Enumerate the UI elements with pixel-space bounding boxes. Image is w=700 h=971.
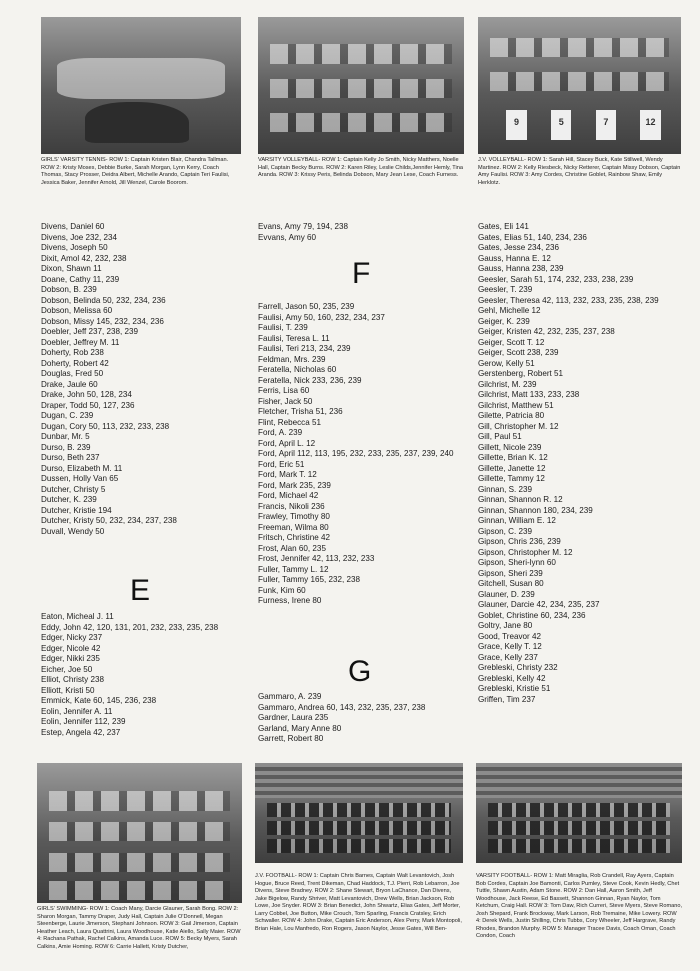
index-entry: Dunbar, Mr. 5: [41, 432, 90, 441]
index-entry: Gauss, Hanna E. 12: [478, 253, 551, 263]
varsity-volleyball-photo: [258, 17, 464, 154]
index-entry: Grebleski, Christy 232: [478, 663, 558, 672]
index-entry: Farrell, Jason 50, 235, 239: [258, 302, 355, 311]
jersey-number: 7: [596, 110, 616, 140]
index-entry: Gates, Jesse 234, 236: [478, 243, 559, 252]
index-entry: Gammaro, A. 239: [258, 692, 322, 701]
index-entry: Ferris, Lisa 60: [258, 386, 310, 395]
index-entry: Dutcher, K. 239: [41, 495, 97, 504]
index-entry: Geesler, Sarah 51, 174, 232, 233, 238, 239: [478, 274, 634, 284]
index-entry: Dutcher, Kristy 50, 232, 234, 237, 238: [41, 516, 177, 525]
index-entry: Gillette, Brian K. 12: [478, 453, 548, 462]
index-entry: Gill, Christopher M. 12: [478, 421, 559, 431]
index-entry: Duvall, Wendy 50: [41, 526, 105, 536]
index-column-2-g: [258, 692, 468, 745]
index-entry: Doane, Cathy 11, 239: [41, 274, 120, 284]
index-column-2-f: [258, 302, 458, 607]
index-entry: Dobson, B. 239: [41, 285, 97, 294]
index-entry: Flint, Rebecca 51: [258, 417, 321, 427]
index-entry: Douglas, Fred 50: [41, 369, 104, 378]
index-entry: Divens, Joe 232, 234: [41, 232, 118, 242]
index-entry: Dobson, Belinda 50, 232, 234, 236: [41, 295, 166, 305]
index-column-2: [258, 222, 468, 243]
index-entry: Gilchrist, Matt 133, 233, 238: [478, 390, 580, 399]
index-entry: Gilchrist, M. 239: [478, 379, 537, 389]
index-entry: Ford, Mark T. 12: [258, 470, 317, 479]
index-entry: Freeman, Wilma 80: [258, 522, 329, 532]
index-entry: Eolin, Jennifer 112, 239: [41, 717, 126, 726]
index-entry: Ginnan, William E. 12: [478, 516, 556, 525]
index-entry: Doebler, Jeffrey M. 11: [41, 337, 120, 347]
index-entry: Grebleski, Kelly 42: [478, 673, 546, 683]
tennis-caption: GIRLS' VARSITY TENNIS- ROW 1: Captain Kristen Blair, Chandra Tallman. ROW 2: Kristy Moses, Debbie Burke, Sarah Morgan, Lynn Kerry, Coach Thomas, Stacy Prosser, Deidra Albert, Michelle Arando, Captain Teri Faulisi, Jessica Baker, Jennifer Arnold, Jill Wenzel, Carole Boorom.: [41, 157, 230, 186]
index-entry: Geiger, K. 239: [478, 316, 530, 326]
index-entry: Geesler, T. 239: [478, 285, 533, 294]
index-entry: Durso, Beth 237: [41, 453, 100, 462]
swimming-team-photo: [37, 763, 242, 903]
index-entry: Divens, Joseph 50: [41, 243, 108, 252]
index-entry: Frost, Jennifer 42, 113, 232, 233: [258, 554, 375, 563]
jersey-number: 5: [551, 110, 571, 140]
index-entry: Feldman, Mrs. 239: [258, 354, 326, 364]
index-entry: Gehl, Michelle 12: [478, 306, 541, 315]
index-entry: Frost, Alan 60, 235: [258, 543, 326, 553]
index-entry: Estep, Angela 42, 237: [41, 727, 121, 737]
index-entry: Gillette, Janette 12: [478, 463, 546, 473]
index-entry: Eicher, Joe 50: [41, 664, 93, 674]
index-column-1-e: [41, 612, 251, 738]
index-entry: Gipson, Sheri 239: [478, 568, 543, 578]
index-entry: Feratella, Nicholas 60: [258, 365, 337, 374]
index-entry: Ginnan, Shannon 180, 234, 239: [478, 505, 593, 515]
index-entry: Francis, Nikoli 236: [258, 501, 325, 511]
index-entry: Gitchell, Susan 80: [478, 579, 544, 588]
index-entry: Edger, Nikki 235: [41, 654, 100, 663]
index-entry: Dugan, Cory 50, 113, 232, 233, 238: [41, 421, 170, 431]
swimming-caption: GIRLS' SWIMMING- ROW 1: Coach Many, Darcie Glauner, Sarah Bong. ROW 2: Sharon Morgan, Tammy Draper, Judy Hall, Captain Julie O'Donnell, Megan Steenberge, Laurie Jimerson, Stephani Johnson. ROW 3: Gail Jimerson, Captain Heather Leach, Laura Quattrini, Laura Woodhouse, Katie Aiello, Sally Maier. ROW 4: Rachana Pathak, Rachel Calkins, Amanda Luce. ROW 5: Becky Myers, Sarah Calkins, Amie Homing. ROW 6: Carrie Hallett, Kristy Dutcher,: [37, 906, 241, 950]
index-entry: Garrett, Robert 80: [258, 734, 324, 743]
index-entry: Gilchrist, Matthew 51: [478, 400, 554, 410]
index-entry: Dixit, Amol 42, 232, 238: [41, 253, 127, 263]
index-entry: Furness, Irene 80: [258, 596, 322, 605]
index-entry: Fletcher, Trisha 51, 236: [258, 407, 343, 416]
index-entry: Edger, Nicole 42: [41, 643, 101, 653]
index-entry: Fuller, Tammy L. 12: [258, 564, 329, 574]
index-column-1: [41, 222, 251, 537]
section-letter-f: F: [352, 257, 371, 290]
index-entry: Geiger, Scott 238, 239: [478, 348, 559, 357]
index-entry: Dutcher, Kristie 194: [41, 505, 112, 515]
index-entry: Funk, Kim 60: [258, 585, 306, 595]
index-entry: Ford, Mark 235, 239: [258, 480, 331, 490]
index-entry: Fisher, Jack 50: [258, 396, 313, 406]
index-entry: Gauss, Hanna 238, 239: [478, 264, 564, 273]
index-entry: Goltry, Jane 80: [478, 621, 533, 630]
index-entry: Ginnan, Shannon R. 12: [478, 495, 563, 504]
index-entry: Eddy, John 42, 120, 131, 201, 232, 233, 235, 238: [41, 622, 219, 632]
index-entry: Eolin, Jennifer A. 11: [41, 706, 113, 716]
index-entry: Faulisi, Amy 50, 160, 232, 234, 237: [258, 312, 385, 322]
index-entry: Glauner, Darcie 42, 234, 235, 237: [478, 600, 600, 609]
index-entry: Gilette, Patricia 80: [478, 411, 545, 420]
index-entry: Griffen, Tim 237: [478, 694, 536, 704]
index-entry: Fuller, Tammy 165, 232, 238: [258, 575, 360, 584]
jv-volleyball-caption: J.V. VOLLEYBALL- ROW 1: Sarah Hill, Stacey Buck, Kate Stillwell, Wendy Martinez. ROW 2: Kelly Riesbeck, Nicky Retterer, Captain Missy Dobson, Captain Amy Faulisi. ROW 3: Amy Cordes, Christine Goblet, Rainbow Shaw, Emily Herklotz.: [478, 157, 681, 186]
index-entry: Gammaro, Andrea 60, 143, 232, 235, 237, 238: [258, 702, 426, 712]
varsity-volleyball-caption: VARSITY VOLLEYBALL- ROW 1: Captain Kelly Jo Smith, Nicky Matthers, Noelle Hall, Captain Becky Burns. ROW 2: Karen Riley, Leslie Childs,Jennifer Hemly, Tina Aranda. ROW 3: Krissy Peris, Belinda Dobson, Mary Jean Lese, Coach Furness.: [258, 157, 463, 179]
index-entry: Fritsch, Christine 42: [258, 533, 330, 542]
index-entry: Geiger, Kristen 42, 232, 235, 237, 238: [478, 327, 615, 336]
index-entry: Gates, Elias 51, 140, 234, 236: [478, 232, 587, 242]
varsity-football-caption: VARSITY FOOTBALL- ROW 1: Matt Miraglia, Rob Crandell, Ray Ayers, Captain Bob Cordes, Captain Joe Bamonti, Carlos Pumley, Steve Cook, Kevin Hedly, Chet Tuttle, Shawn Austin, Adam Stone. ROW 2: Dan Hall, Aaron Smith, Jeff Woodhouse, Jack Reese, Ed Bassett, Shannon Ginnan, Ryan Naylor, Tom Ketchum, Craig Hall. ROW 3: Tom Daw, Rich Curreri, Steve Myers, Steve Romano, Josh Shepard, Frank Brockway, Mark Larson, Rob Tremaine, Mike Lowery. ROW 4: Derek Wells, Justin Shilling, Chris Tubbs, Cory Wheeler, Jeff Hargrave, Randy Rhodes, Brandon Murphy. ROW 5: Manager Tracee Davis, Coach Oman, Coach Condon, Coach: [476, 873, 682, 940]
index-entry: Doebler, Jeff 237, 238, 239: [41, 327, 139, 336]
index-entry: Draper, Todd 50, 127, 236: [41, 400, 135, 410]
jv-football-caption: J.V. FOOTBALL- ROW 1: Captain Chris Barnes, Captain Walt Levantovich, Josh Hogue, Bruce Reed, Trent Dikeman, Chad Haddock, T.J. Pierri, Rob Lebarron, Joe Divens, Steve Bradney. ROW 2: Shane Stewart, Bryon LaChance, Dan Divens, Jake Bigelow, Randy Shriver, Matt Levantovich, Drew Wells, Brian Jackson, Rob Lowe, Joe Snyder. ROW 3: Brian Benedict, John Shwartz, Elias Gates, Jeff Morter, Larry Cobbel, Joe Button, Mike Crouch, Tom Sparling, Francis Cratsley, Erich Schwaller. ROW 4: John Drake, Captain Eric Anderson, Alex Perry, Mark Montopoli, Brian Hale, Lou Manfredo, Ron Rogers, Jason Naylor, Jesse Gates, Will Ben-: [255, 873, 462, 932]
index-entry: Dutcher, Christy 5: [41, 484, 106, 494]
index-entry: Gipson, Sheri-lynn 60: [478, 558, 556, 567]
index-entry: Dixon, Shawn 11: [41, 264, 102, 273]
index-entry: Drake, John 50, 128, 234: [41, 390, 132, 399]
index-entry: Grace, Kelly 237: [478, 652, 538, 662]
index-entry: Doherty, Rob 238: [41, 348, 104, 357]
index-entry: Elliot, Christy 238: [41, 675, 104, 684]
index-entry: Elliott, Kristi 50: [41, 685, 95, 695]
index-entry: Gipson, C. 239: [478, 526, 532, 536]
index-column-3: [478, 222, 693, 705]
jv-football-photo: [255, 763, 463, 863]
index-entry: Dobson, Missy 145, 232, 234, 236: [41, 316, 164, 326]
index-entry: Goblet, Christine 60, 234, 236: [478, 610, 586, 620]
index-entry: Gerow, Kelly 51: [478, 358, 535, 368]
car-image: [85, 102, 189, 143]
index-entry: Ford, Eric 51: [258, 459, 305, 469]
jersey-number: 12: [640, 110, 660, 140]
index-entry: Gardner, Laura 235: [258, 713, 329, 722]
index-entry: Durso, Elizabeth M. 11: [41, 463, 123, 473]
index-entry: Faulisi, Teri 213, 234, 239: [258, 344, 351, 353]
tennis-team-photo: [41, 17, 241, 154]
index-entry: Ford, April 112, 113, 195, 232, 233, 235, 237, 239, 240: [258, 449, 454, 458]
index-entry: Grace, Kelly T. 12: [478, 642, 542, 651]
index-entry: Ford, Michael 42: [258, 491, 319, 500]
index-entry: Doherty, Robert 42: [41, 358, 109, 368]
index-entry: Ford, A. 239: [258, 428, 303, 437]
jv-volleyball-photo: [478, 17, 681, 154]
index-entry: Durso, B. 239: [41, 442, 91, 452]
index-entry: Glauner, D. 239: [478, 589, 535, 599]
index-entry: Gipson, Chris 236, 239: [478, 537, 561, 546]
index-entry: Drake, Jaule 60: [41, 379, 98, 389]
index-entry: Divens, Daniel 60: [41, 222, 105, 231]
index-entry: Gates, Eli 141: [478, 222, 529, 231]
section-letter-g: G: [348, 655, 372, 688]
index-entry: Ginnan, S. 239: [478, 484, 532, 494]
index-entry: Emmick, Kate 60, 145, 236, 238: [41, 696, 157, 705]
index-entry: Evvans, Amy 60: [258, 232, 317, 242]
index-entry: Evans, Amy 79, 194, 238: [258, 222, 348, 231]
section-letter-e: E: [130, 574, 151, 607]
index-entry: Gerstenberg, Robert 51: [478, 369, 564, 378]
index-entry: Faulisi, Teresa L. 11: [258, 333, 330, 343]
index-entry: Geiger, Scott T. 12: [478, 337, 545, 347]
index-entry: Gill, Paul 51: [478, 432, 522, 441]
index-entry: Edger, Nicky 237: [41, 633, 103, 642]
index-entry: Eaton, Micheal J. 11: [41, 612, 114, 621]
index-entry: Gillett, Nicole 239: [478, 442, 542, 452]
index-entry: Gillette, Tammy 12: [478, 474, 545, 483]
index-entry: Gipson, Christopher M. 12: [478, 547, 573, 557]
index-entry: Geesler, Theresa 42, 113, 232, 233, 235, 238, 239: [478, 295, 659, 305]
jersey-number: 9: [506, 110, 526, 140]
index-entry: Ford, April L. 12: [258, 438, 316, 448]
varsity-football-photo: [476, 763, 682, 863]
index-entry: Faulisi, T. 239: [258, 323, 308, 332]
index-entry: Feratella, Nick 233, 236, 239: [258, 375, 362, 385]
index-entry: Dugan, C. 239: [41, 411, 94, 420]
index-entry: Frawley, Timothy 80: [258, 512, 330, 521]
index-entry: Dobson, Melissa 60: [41, 306, 113, 315]
index-entry: Garland, Mary Anne 80: [258, 723, 342, 733]
index-entry: Dussen, Holly Van 65: [41, 474, 119, 483]
index-entry: Grebleski, Kristie 51: [478, 684, 551, 693]
index-entry: Good, Treavor 42: [478, 631, 541, 641]
